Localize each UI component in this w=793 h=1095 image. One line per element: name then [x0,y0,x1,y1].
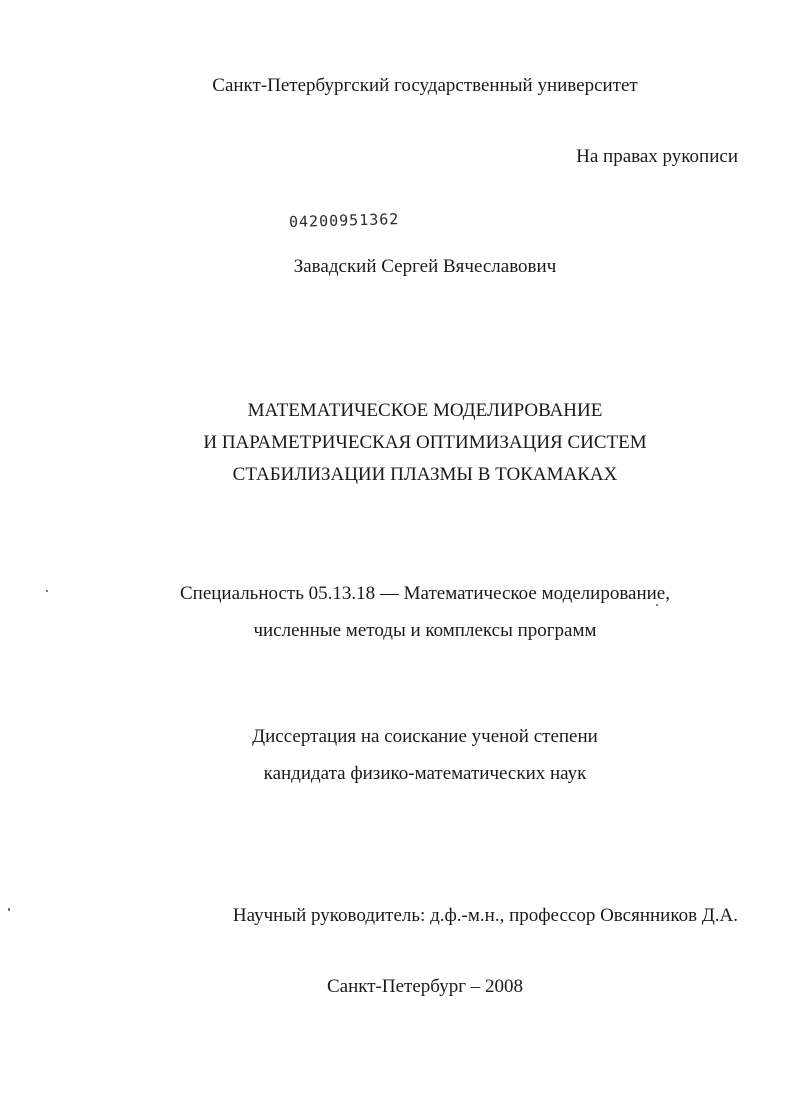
scan-speck [656,604,658,606]
university-name: Санкт-Петербургский государственный университет [212,75,638,96]
scan-speck [46,590,48,592]
author-name: Завадский Сергей Вячеславович [293,256,557,277]
manuscript-rights-note: На правах рукописи [576,146,738,167]
specialty-line-1: Специальность 05.13.18 — Математическое моделирование, [179,583,670,604]
degree-line-2: кандидата физико-математических наук [263,763,587,784]
title-line-1: МАТЕМАТИЧЕСКОЕ МОДЕЛИРОВАНИЕ [247,400,603,421]
scan-speck [8,908,10,911]
city-year: Санкт-Петербург – 2008 [326,976,523,997]
title-line-2: И ПАРАМЕТРИЧЕСКАЯ ОПТИМИЗАЦИЯ СИСТЕМ [203,432,647,453]
specialty-line-2: численные методы и комплексы программ [253,620,597,641]
title-line-3: СТАБИЛИЗАЦИИ ПЛАЗМЫ В ТОКАМАКАХ [232,464,618,485]
degree-line-1: Диссертация на соискание ученой степени [252,726,598,747]
catalog-number-stamp: 04200951362 [288,210,400,231]
scientific-advisor: Научный руководитель: д.ф.-м.н., профессор Овсянников Д.А. [232,905,738,926]
